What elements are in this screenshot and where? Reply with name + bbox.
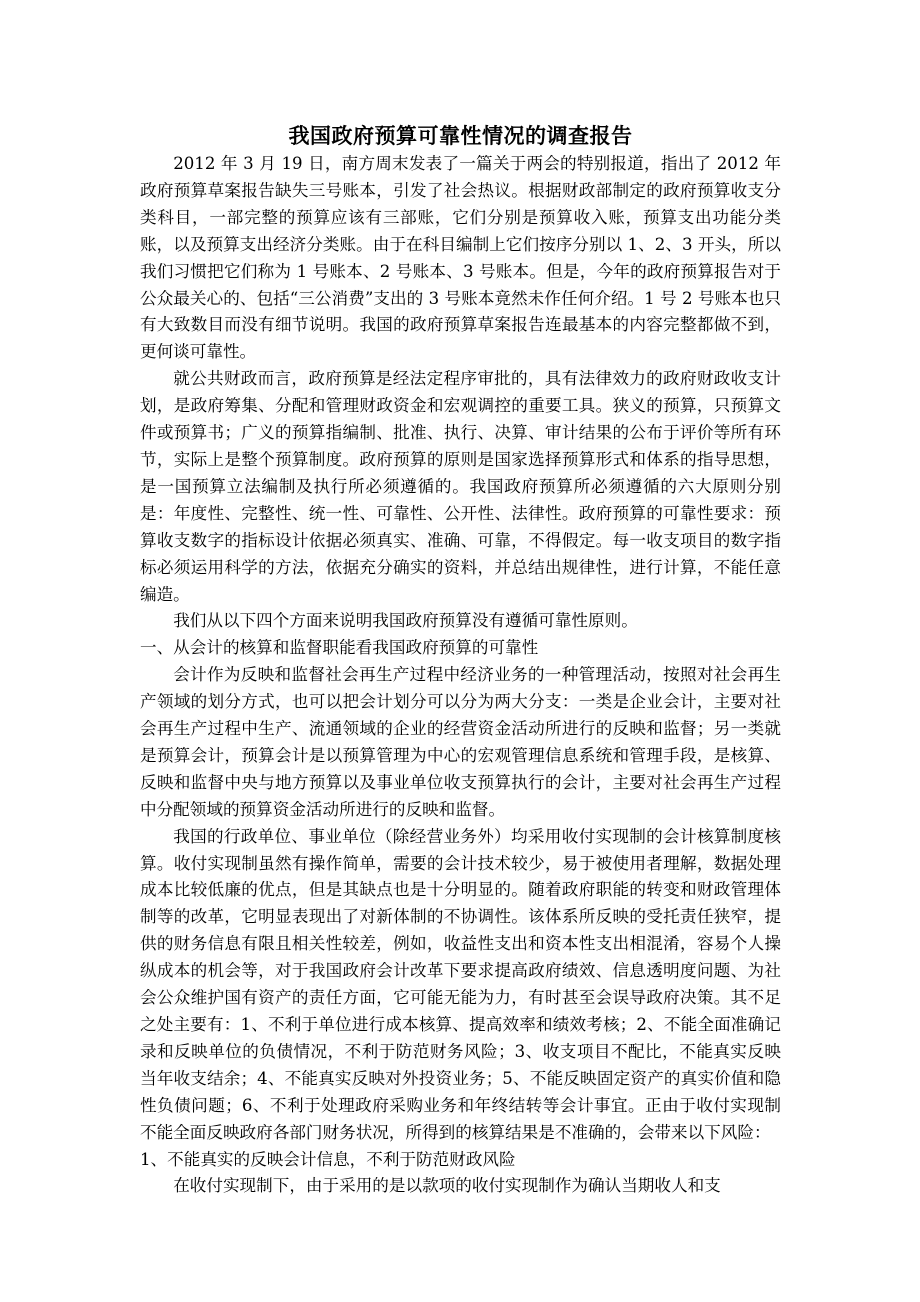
section-1-heading: 一、从会计的核算和监督职能看我国政府预算的可靠性	[140, 638, 539, 658]
section-1-paragraph-1: 会计作为反映和监督社会再生产过程中经济业务的一种管理活动，按照对社会再生产领域的划分方式，也可以把会计划分可以分为两大分支：一类是企业会计，主要对社会再生产过程中生产、流通领域的企业的经营资金活动所进行的反映和监督；另一类就是预算会计，预算会计是以预算管理为中心的宏观管理信息系统和管理手段，是核算、反映和监督中央与地方预算以及事业单位收支预算执行的会计，主要对社会再生产过程中分配领域的预算资金活动所进行的反映和监督。	[140, 665, 781, 819]
paragraph-3: 我们从以下四个方面来说明我国政府预算没有遵循可靠性原则。	[173, 611, 638, 631]
paragraph-1: 2012 年 3 月 19 日，南方周末发表了一篇关于两会的特别报道，指出了 2012 年政府预算草案报告缺失三号账本，引发了社会热议。根据财政部制定的政府预算收支分类科目，一部完整的预算应该有三部账，它们分别是预算收入账，预算支出功能分类账，以及预算支出经济分类账。由于在科目编制上它们按序分别以 1、2、3 开头，所以我们习惯把它们称为 1 号账本、2 号账本、3 号账本。但是，今年的政府预算报告对于公众最关心的、包括“三公消费”支出的 3 号账本竟然未作任何介绍。1 号 2 号账本也只有大致数目而没有细节说明。我国的政府预算草案报告连最基本的内容完整都做不到，更何谈可靠性。	[140, 154, 781, 362]
subheading-1: 1、不能真实的反映会计信息，不利于防范财政风险	[140, 1149, 516, 1169]
document-page	[140, 118, 781, 1200]
paragraph-2: 就公共财政而言，政府预算是经法定程序审批的，具有法律效力的政府财政收支计划，是政府筹集、分配和管理财政资金和宏观调控的重要工具。狭义的预算，只预算文件或预算书；广义的预算指编制、批准、执行、决算、审计结果的公布于评价等所有环节，实际上是整个预算制度。政府预算的原则是国家选择预算形式和体系的指导思想，是一国预算立法编制及执行所必须遵循的。我国政府预算所必须遵循的六大原则分别是：年度性、完整性、统一性、可靠性、公开性、法律性。政府预算的可靠性要求：预算收支数字的指标设计依据必须真实、准确、可靠，不得假定。每一收支项目的数字指标必须运用科学的方法，依据充分确实的资料，并总结出规律性，进行计算，不能任意编造。	[140, 369, 781, 604]
section-1-paragraph-2: 我国的行政单位、事业单位（除经营业务外）均采用收付实现制的会计核算制度核算。收付实现制虽然有操作简单，需要的会计技术较少，易于被使用者理解，数据处理成本比较低廉的优点，但是其缺点也是十分明显的。随着政府职能的转变和财政管理体制等的改革，它明显表现出了对新体制的不协调性。该体系所反映的受托责任狭窄，提供的财务信息有限且相关性较差，例如，收益性支出和资本性支出相混淆，容易个人操纵成本的机会等，对于我国政府会计改革下要求提高政府绩效、信息透明度问题、为社会公众维护国有资产的责任方面，它可能无能为力，有时甚至会误导政府决策。其不足之处主要有：1、不利于单位进行成本核算、提高效率和绩效考核；2、不能全面准确记录和反映单位的负债情况，不利于防范财务风险；3、收支项目不配比，不能真实反映当年收支结余；4、不能真实反映对外投资业务；5、不能反映固定资产的真实价值和隐性负债问题；6、不利于处理政府采购业务和年终结转等会计事宜。正由于收付实现制不能全面反映政府各部门财务状况，所得到的核算结果是不准确的，会带来以下风险：	[140, 826, 781, 1142]
last-paragraph: 在收付实现制下，由于采用的是以款项的收付实现制作为确认当期收人和支	[173, 1176, 721, 1196]
document-title: 我国政府预算可靠性情况的调查报告	[288, 124, 633, 148]
